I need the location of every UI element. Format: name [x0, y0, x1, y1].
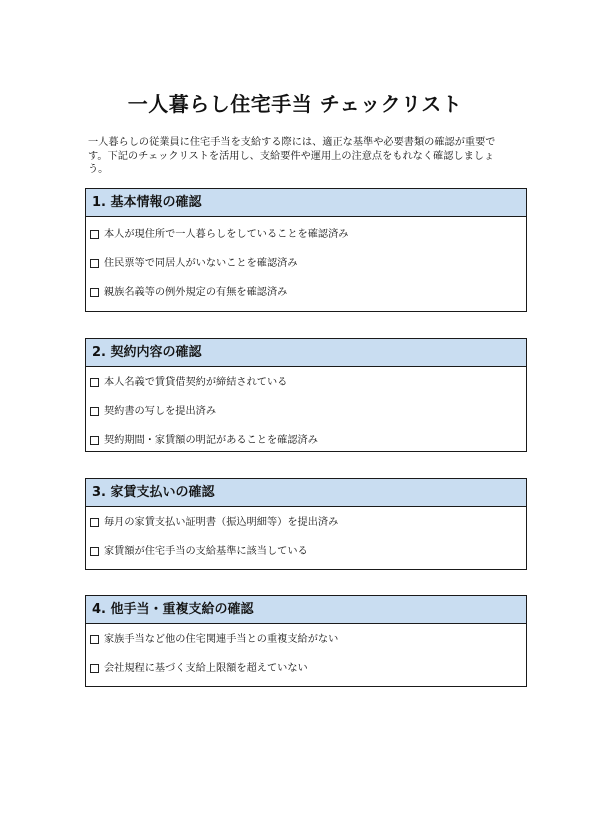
checkbox[interactable] [90, 407, 99, 416]
checkbox[interactable] [90, 378, 99, 387]
checkbox[interactable] [90, 259, 99, 268]
checklist-item-label: 本人が現住所で一人暮らしをしていることを確認済み [104, 229, 349, 240]
section-duplicate-allowance [85, 595, 527, 687]
checklist-item-label: 本人名義で賃貸借契約が締結されている [104, 377, 288, 388]
section-heading: 1. 基本情報の確認 [86, 189, 526, 217]
checklist-item [86, 249, 526, 278]
checklist-item [86, 278, 526, 307]
checklist [86, 217, 526, 307]
checklist-item [86, 508, 526, 537]
checkbox[interactable] [90, 664, 99, 673]
intro-line: う。 [88, 164, 109, 175]
checklist-item-label: 住民票等で同居人がいないことを確認済み [104, 258, 298, 269]
section-heading: 3. 家賃支払いの確認 [86, 479, 526, 507]
checklist-item-label: 家族手当など他の住宅関連手当との重複支給がない [104, 634, 339, 645]
section-basic-info [85, 188, 527, 312]
checkbox[interactable] [90, 230, 99, 239]
checkbox[interactable] [90, 635, 99, 644]
checklist-item-label: 親族名義等の例外規定の有無を確認済み [104, 287, 288, 298]
checkbox[interactable] [90, 288, 99, 297]
checklist-item [86, 537, 526, 566]
checklist-item [86, 625, 526, 654]
page-title: 一人暮らし住宅手当 チェックリスト [127, 92, 463, 116]
checklist [86, 624, 526, 683]
section-heading: 2. 契約内容の確認 [86, 339, 526, 367]
section-heading: 4. 他手当・重複支給の確認 [86, 596, 526, 624]
intro-paragraph [88, 136, 528, 177]
checklist [86, 367, 526, 455]
section-contract [85, 338, 527, 452]
checklist-item [86, 426, 526, 455]
checklist-item [86, 654, 526, 683]
checklist-item [86, 397, 526, 426]
intro-line: す。下記のチェックリストを活用し、支給要件や運用上の注意点をもれなく確認しましょ [88, 150, 495, 162]
intro-line: 一人暮らしの従業員に住宅手当を支給する際には、適正な基準や必要書類の確認が重要で [88, 137, 496, 148]
checklist [86, 507, 526, 566]
checklist-item [86, 220, 526, 249]
checklist-item-label: 毎月の家賃支払い証明書（振込明細等）を提出済み [104, 517, 339, 528]
checklist-item [86, 368, 526, 397]
checklist-item-label: 契約書の写しを提出済み [104, 406, 217, 417]
checkbox[interactable] [90, 518, 99, 527]
section-rent-payment [85, 478, 527, 570]
checklist-item-label: 家賃額が住宅手当の支給基準に該当している [104, 546, 308, 557]
checklist-item-label: 契約期間・家賃額の明記があることを確認済み [104, 435, 318, 446]
checkbox[interactable] [90, 547, 99, 556]
checklist-item-label: 会社規程に基づく支給上限額を超えていない [104, 663, 308, 674]
checkbox[interactable] [90, 436, 99, 445]
